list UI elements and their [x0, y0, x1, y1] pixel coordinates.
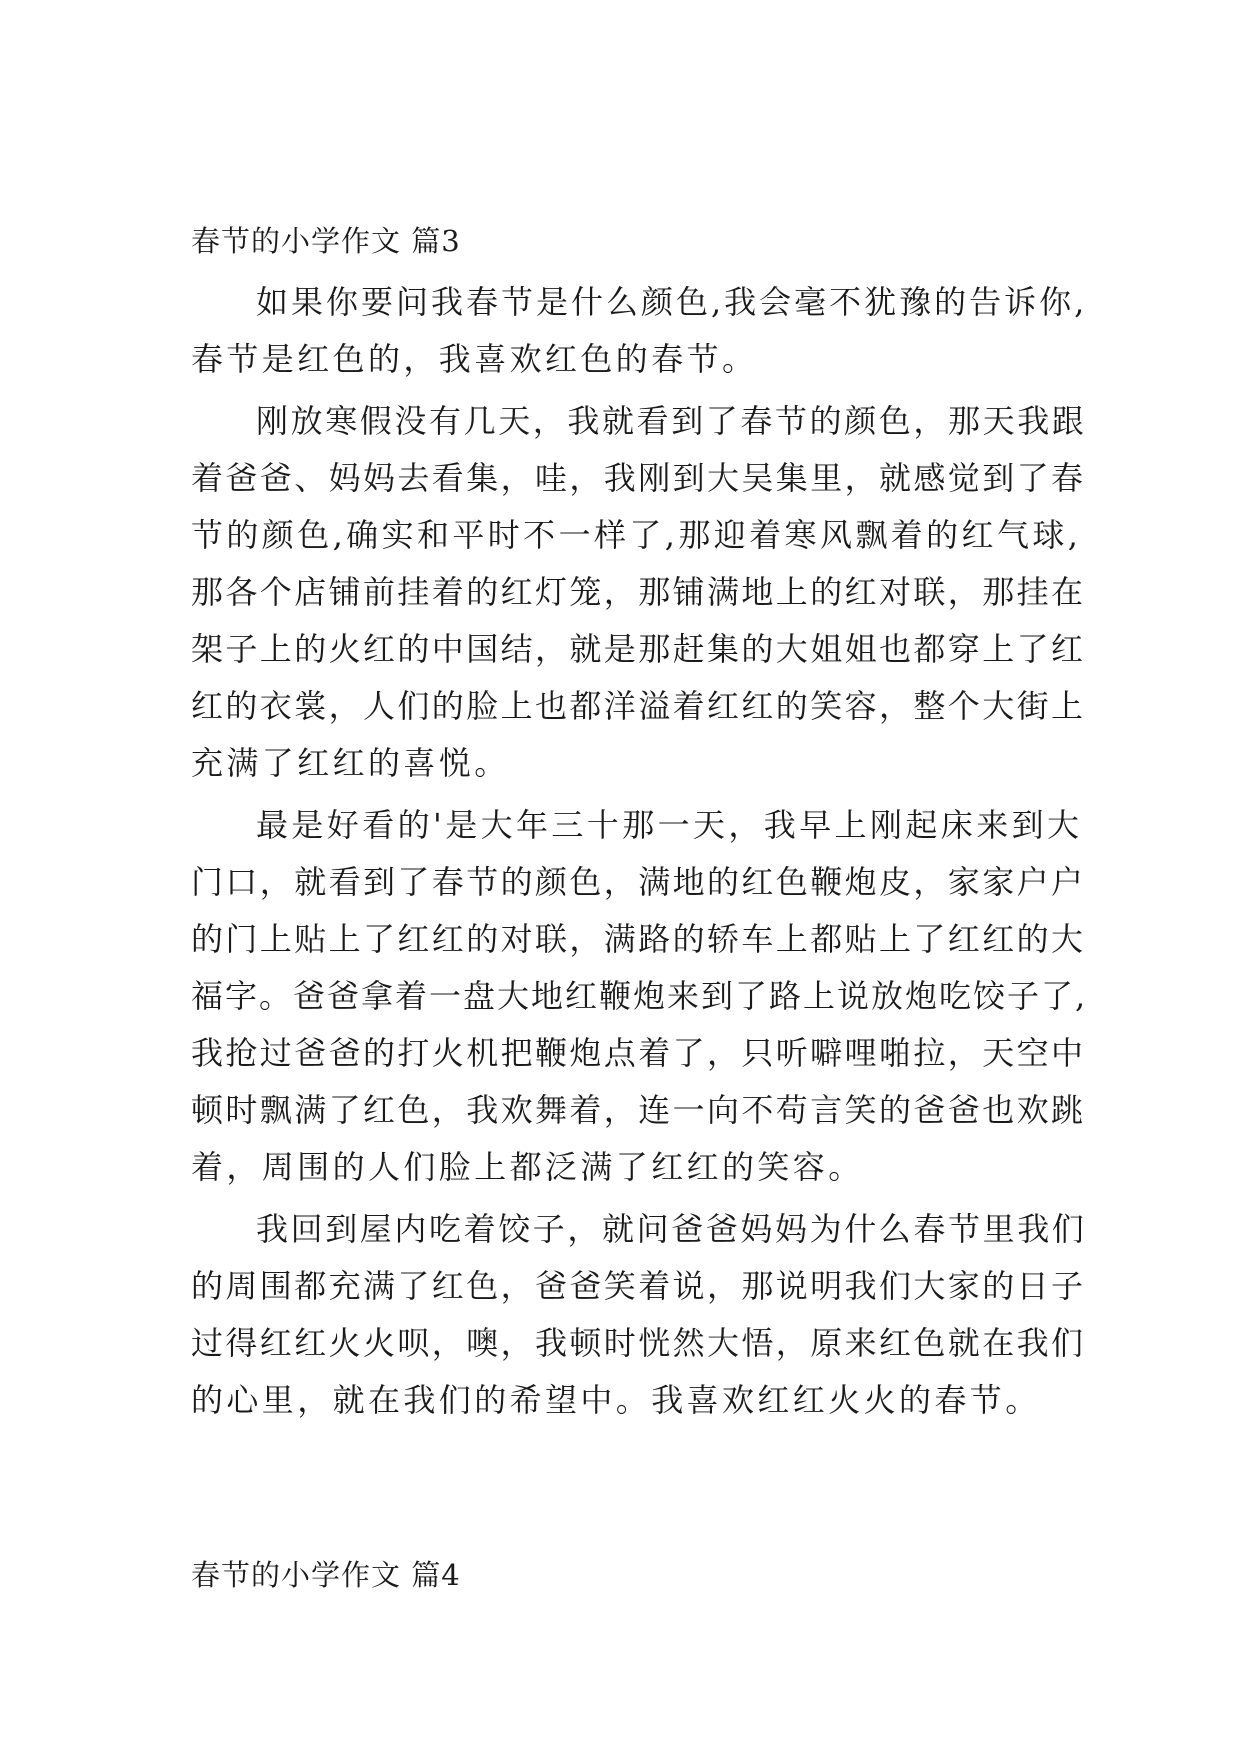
text-line: 的门上贴上了红红的对联，满路的轿车上都贴上了红红的大 — [191, 920, 1086, 958]
text-line: 的周围都充满了红色，爸爸笑着说，那说明我们大家的日子 — [191, 1267, 1086, 1305]
text-line: 门口，就看到了春节的颜色，满地的红色鞭炮皮，家家户户 — [191, 863, 1086, 901]
text-line: 着，周围的人们脸上都泛满了红红的笑容。 — [191, 1148, 864, 1186]
text-line: 过得红红火火呗，噢，我顿时恍然大悟，原来红色就在我们 — [191, 1324, 1086, 1362]
text-line: 我抢过爸爸的打火机把鞭炮点着了，只听噼哩啪拉，天空中 — [191, 1034, 1086, 1072]
text-line: 那各个店铺前挂着的红灯笼，那铺满地上的红对联，那挂在 — [191, 573, 1086, 611]
text-line: 如果你要问我春节是什么颜色,我会毫不犹豫的告诉你, — [256, 283, 1088, 321]
text-line: 春节是红色的，我喜欢红色的春节。 — [191, 340, 758, 378]
text-line: 节的颜色,确实和平时不一样了,那迎着寒风飘着的红气球, — [191, 516, 1082, 554]
text-line: 着爸爸、妈妈去看集，哇，我刚到大吴集里，就感觉到了春 — [191, 459, 1086, 497]
text-line: 刚放寒假没有几天，我就看到了春节的颜色，那天我跟 — [256, 402, 1087, 440]
section-heading: 春节的小学作文 篇3 — [191, 224, 461, 258]
text-line: 我回到屋内吃着饺子，就问爸爸妈妈为什么春节里我们 — [256, 1210, 1087, 1248]
text-line: 最是好看的'是大年三十那一天，我早上刚起床来到大 — [256, 806, 1083, 844]
text-line: 充满了红红的喜悦。 — [191, 744, 510, 782]
section-heading: 春节的小学作文 篇4 — [191, 1558, 461, 1592]
text-line: 福字。爸爸拿着一盘大地红鞭炮来到了路上说放炮吃饺子了, — [191, 977, 1088, 1015]
text-line: 架子上的火红的中国结，就是那赶集的大姐姐也都穿上了红 — [191, 630, 1086, 668]
text-line: 顿时飘满了红色，我欢舞着，连一向不苟言笑的爸爸也欢跳 — [191, 1091, 1086, 1129]
text-line: 的心里，就在我们的希望中。我喜欢红红火火的春节。 — [191, 1381, 1041, 1419]
text-line: 红的衣裳，人们的脸上也都洋溢着红红的笑容，整个大街上 — [191, 687, 1086, 725]
